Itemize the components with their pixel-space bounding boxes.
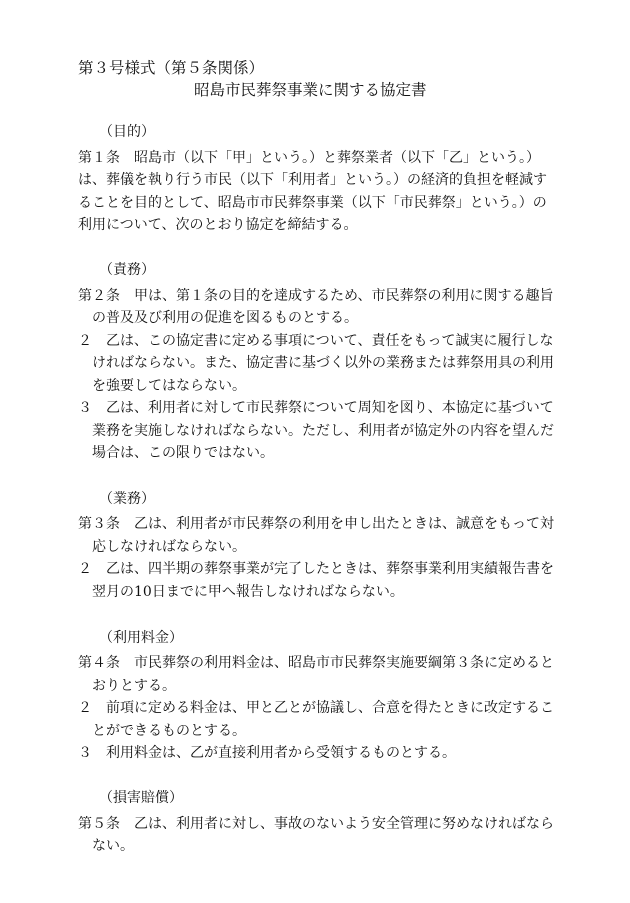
article-4-line: ３ 利用料金は、乙が直接利用者から受領するものとする。 <box>78 745 456 761</box>
article-3-line: 第３条 乙は、利用者が市民葬祭の利用を申し出たときは、誠意をもって対 <box>78 516 554 532</box>
article-1-line: 第１条 昭島市（以下「甲」という。）と葬祭業者（以下「乙」という。） <box>78 150 540 166</box>
section-heading-operations: （業務） <box>99 491 155 507</box>
article-5-line: ない。 <box>78 838 134 854</box>
form-number: 第３号様式（第５条関係） <box>78 59 265 77</box>
article-2-line: を強要してはならない。 <box>78 378 246 394</box>
article-2-line: 業務を実施しなければならない。ただし、利用者が協定外の内容を望んだ <box>78 423 554 439</box>
section-heading-purpose: （目的） <box>99 124 155 140</box>
article-1-line: ることを目的として、昭島市市民葬祭事業（以下「市民葬祭」という。）の <box>78 195 547 211</box>
article-1-line: は、葬儀を執り行う市民（以下「利用者」という。）の経済的負担を軽減す <box>78 172 547 188</box>
article-2-line: ２ 乙は、この協定書に定める事項について、責任をもって誠実に履行しな <box>78 333 554 349</box>
article-1-line: 利用について、次のとおり協定を締結する。 <box>78 217 358 233</box>
article-2-line: ければならない。また、協定書に基づく以外の業務または葬祭用具の利用 <box>78 355 554 371</box>
article-4-line: とができるものとする。 <box>78 723 246 739</box>
article-2-line: の普及及び利用の促進を図るものとする。 <box>78 310 358 326</box>
section-heading-duties: （責務） <box>99 262 155 278</box>
article-2-line: 場合は、この限りではない。 <box>78 445 274 461</box>
article-3-line: 翌月の10日までに甲へ報告しなければならない。 <box>78 584 404 600</box>
section-heading-fees: （利用料金） <box>99 630 183 646</box>
document-title: 昭島市民葬祭事業に関する協定書 <box>194 81 427 99</box>
article-2-line: 第２条 甲は、第１条の目的を達成するため、市民葬祭の利用に関する趣旨 <box>78 288 554 304</box>
article-4-line: ２ 前項に定める料金は、甲と乙とが協議し、合意を得たときに改定するこ <box>78 700 554 716</box>
article-4-line: おりとする。 <box>78 678 176 694</box>
article-5-line: 第５条 乙は、利用者に対し、事故のないよう安全管理に努めなければなら <box>78 816 554 832</box>
article-4-line: 第４条 市民葬祭の利用料金は、昭島市市民葬祭実施要綱第３条に定めると <box>78 655 554 671</box>
article-2-line: ３ 乙は、利用者に対して市民葬祭について周知を図り、本協定に基づいて <box>78 400 554 416</box>
article-3-line: ２ 乙は、四半期の葬祭事業が完了したときは、葬祭事業利用実績報告書を <box>78 561 554 577</box>
article-3-line: 応しなければならない。 <box>78 539 246 555</box>
section-heading-damages: （損害賠償） <box>99 790 183 806</box>
